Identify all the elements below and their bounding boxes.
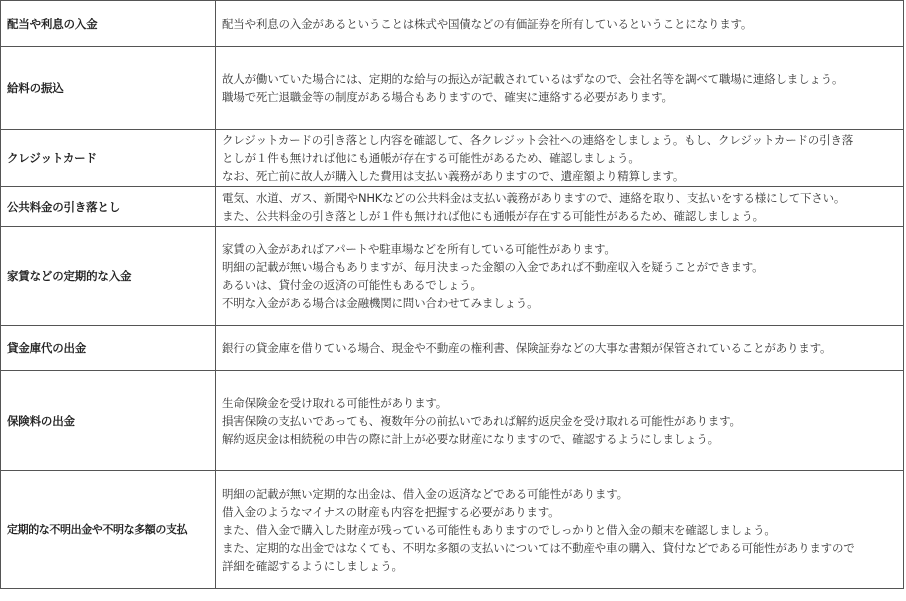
description-line: 損害保険の支払いであっても、複数年分の前払いであれば解約返戻金を受け取れる可能性があります。 [222, 413, 741, 428]
row-label: 公共料金の引き落とし [1, 187, 216, 227]
row-label: 保険料の出金 [1, 371, 216, 471]
description-line: 借入金のようなマイナスの財産も内容を把握する必要があります。 [222, 504, 560, 519]
row-description [216, 227, 904, 326]
row-label: 貸金庫代の出金 [1, 326, 216, 371]
table-row [1, 1, 904, 47]
table-row [1, 471, 904, 589]
row-description [216, 471, 904, 589]
row-label: 配当や利息の入金 [1, 1, 216, 47]
row-label: クレジットカード [1, 130, 216, 187]
description-line: 明細の記載が無い場合もありますが、毎月決まった金額の入金であれば不動産収入を疑うことができます。 [222, 260, 764, 274]
table-row [1, 326, 904, 371]
description-line: 銀行の貸金庫を借りている場合、現金や不動産の権利書、保険証券などの大事な書類が保管されていることがあります。 [222, 341, 832, 355]
table-row [1, 187, 904, 227]
description-line: また、定期的な出金ではなくても、不明な多額の支払いについては不動産や車の購入、貸付などである可能性がありますので [222, 540, 855, 555]
description-line: 職場で死亡退職金等の制度がある場合もありますので、確実に連絡する必要があります。 [222, 90, 673, 104]
row-label: 家賃などの定期的な入金 [1, 227, 216, 326]
description-line: 明細の記載が無い定期的な出金は、借入金の返済などである可能性があります。 [222, 486, 628, 501]
description-line: 電気、水道、ガス、新聞やNHKなどの公共料金は支払い義務がありますので、連絡を取り、支払いをする様にして下さい。 [222, 190, 846, 205]
description-line: 詳細を確認するようにしましょう。 [222, 558, 403, 573]
row-description [216, 371, 904, 471]
description-line: また、借入金で購入した財産が残っている可能性もありますのでしっかりと借入金の顛末を確認しましょう。 [222, 522, 776, 537]
row-description [216, 187, 904, 227]
row-label: 定期的な不明出金や不明な多額の支払 [1, 471, 216, 589]
description-line: あるいは、貸付金の返済の可能性もあるでしょう。 [222, 278, 482, 292]
description-line: 不明な入金がある場合は金融機関に問い合わせてみましょう。 [222, 296, 539, 310]
description-line: 家賃の入金があればアパートや駐車場などを所有している可能性があります。 [222, 242, 616, 256]
description-line: 解約返戻金は相続税の申告の際に計上が必要な財産になりますので、確認するようにしましょう。 [222, 431, 719, 446]
row-description [216, 47, 904, 130]
row-description [216, 130, 904, 187]
description-line: 配当や利息の入金があるということは株式や国債などの有価証券を所有しているということになります。 [222, 16, 753, 31]
row-description [216, 1, 904, 47]
description-line: また、公共料金の引き落としが１件も無ければ他にも通帳が存在する可能性があるため、確認しましょう。 [222, 208, 764, 223]
table-row [1, 371, 904, 471]
row-label: 給料の振込 [1, 47, 216, 130]
table-row [1, 47, 904, 130]
row-description [216, 326, 904, 371]
description-line: 故人が働いていた場合には、定期的な給与の振込が記載されているはずなので、会社名等を調べて職場に連絡しましょう。 [222, 72, 844, 86]
description-line: 生命保険金を受け取れる可能性があります。 [222, 395, 448, 410]
description-line: としが１件も無ければ他にも通帳が存在する可能性があるため、確認しましょう。 [222, 151, 640, 165]
table-row [1, 130, 904, 187]
description-line: なお、死亡前に故人が購入した費用は支払い義務がありますので、遺産額より精算します。 [222, 169, 685, 183]
table-row [1, 227, 904, 326]
description-line: クレジットカードの引き落とし内容を確認して、各クレジット会社への連絡をしましょう。もし、クレジットカードの引き落 [222, 133, 854, 147]
